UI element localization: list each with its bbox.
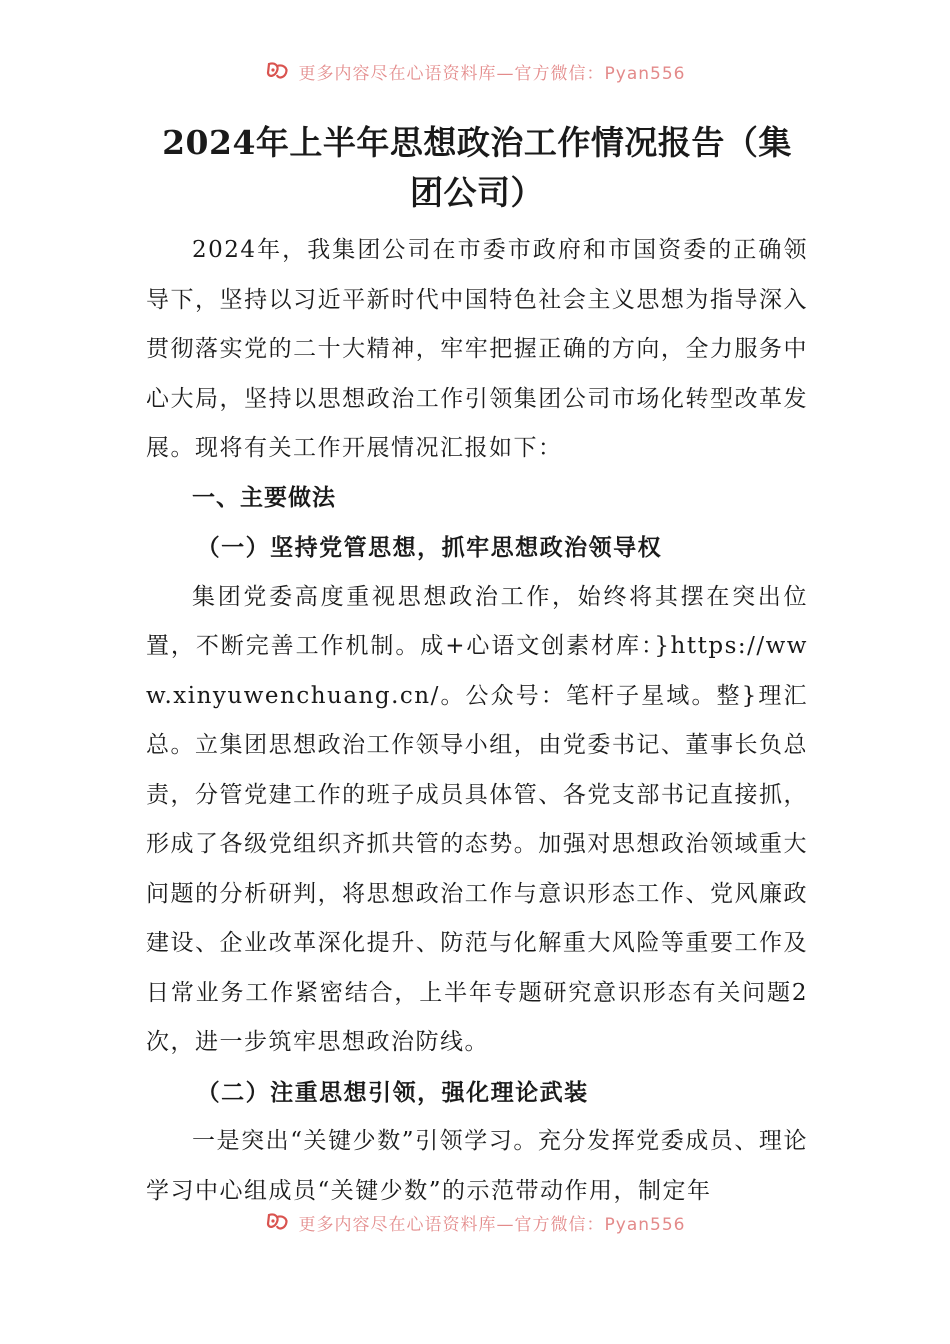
document-title: 2024年上半年思想政治工作情况报告（集团公司）	[162, 123, 792, 212]
watermark-text: 更多内容尽在心语资料库—官方微信：Pyan556	[298, 63, 686, 84]
subsection-heading-2: （二）注重思想引领，强化理论武装	[196, 1078, 589, 1106]
section-heading-main-practices: 一、主要做法	[192, 484, 336, 511]
subsection-1-paragraph: 集团党委高度重视思想政治工作，始终将其摆在突出位置，不断完善工作机制。成+心语文创素材库：}https://www.xinyuwenchuang.cn/。公众号：笔杆子星域。整}理汇总。立集团思想政治工作领导小组，由党委书记、董事长负总责，分管党建工作的班子成员具体管、各党支部书记直接抓，形成了各级党组织齐抓共管的态势。加强对思想政治领域重大问题的分析研判，将思想政治工作与意识形态工作、党风廉政建设、企业改革深化提升、防范与化解重大风险等重要工作及日常业务工作紧密结合，上半年专题研究意识形态有关问题2次，进一步筑牢思想政治防线。	[146, 583, 808, 1055]
subsection-2-paragraph: 一是突出“关键少数”引领学习。充分发挥党委成员、理论学习中心组成员“关键少数”的示范带动作用，制定年	[146, 1128, 808, 1204]
watermark-logo-icon	[265, 60, 291, 82]
watermark-text: 更多内容尽在心语资料库—官方微信：Pyan556	[298, 1214, 686, 1235]
intro-paragraph: 2024年，我集团公司在市委市政府和市国资委的正确领导下，坚持以习近平新时代中国特色社会主义思想为指导深入贯彻落实党的二十大精神，牢牢把握正确的方向，全力服务中心大局，坚持以思想政治工作引领集团公司市场化转型改革发展。现将有关工作开展情况汇报如下：	[146, 237, 808, 461]
subsection-heading-1: （一）坚持党管思想，抓牢思想政治领导权	[196, 534, 663, 561]
document-page	[146, 118, 808, 1216]
header-watermark	[0, 58, 950, 84]
footer-watermark	[0, 1209, 950, 1235]
watermark-logo-icon	[265, 1211, 291, 1233]
